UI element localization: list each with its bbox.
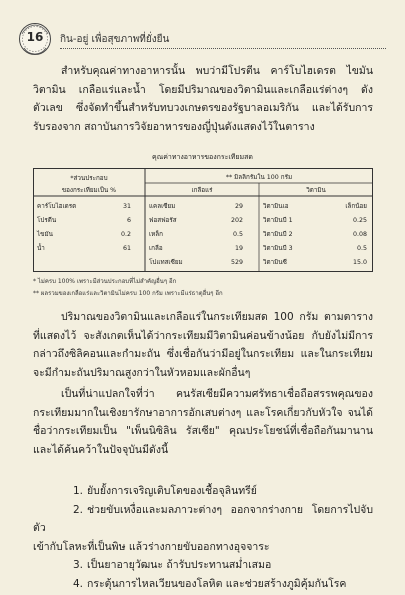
cell-vitamin: วิตามินบี 2 (263, 231, 293, 238)
page-header (18, 22, 388, 56)
cell-composition-value: 61 (122, 245, 131, 252)
cell-composition: โปรตีน (37, 217, 57, 224)
list-item (33, 556, 373, 575)
cell-composition: น้ำ (37, 245, 45, 252)
table-title: คุณค่าทางอาหารของกระเทียมสด (152, 153, 253, 161)
list-item-text: เข้ากับโลหะที่เป็นพิษ แล้วร่างกายขับออกทางอุจจาระ (33, 540, 270, 553)
cell-composition-value: 31 (122, 203, 131, 210)
paragraph-analysis: ปริมาณของวิตามินและเกลือแร่ในกระเทียมสด 100 กรัม ตามตาราง ที่แสดงไว้ จะสังเกตเห็นได้ว่ากระเทียมมีวิตามินค่อนข้างน้อย กับยังไม่มีการ กล่าวถึงซิลิคอนและกำมะถัน ซึ่งเชื่อกันว่ามีอยู่ในกระเทียม และในกระเทียม จะมีกำมะถันปริมาณสูงกว่าในหัวหอมและผักอื่นๆ (33, 311, 373, 379)
running-title: กิน-อยู่ เพื่อสุขภาพที่ยั่งยืน (60, 34, 170, 45)
list-item-number: 4. (73, 577, 84, 590)
header-divider (60, 48, 386, 49)
cell-mineral: เกลือ (149, 245, 163, 252)
list-item-text: ยับยั้งการเจริญเติบโตของเชื้อจุลินทรีย์ (87, 485, 257, 497)
cell-vitamin: วิตามินซี (263, 259, 287, 266)
cell-vitamin-value: 15.0 (352, 259, 367, 266)
list-item-number: 2. (73, 503, 84, 516)
list-item (33, 575, 373, 594)
list-item-number: 1. (73, 485, 84, 497)
list-item-text: เป็นยาอายุวัฒนะ ถ้ารับประทานสม่ำเสมอ (87, 559, 272, 572)
cell-composition: คาร์โบไฮเดรต (37, 203, 77, 210)
cell-mineral-value: 29 (234, 203, 243, 210)
list-item-continuation (33, 538, 373, 557)
cell-vitamin-value: 0.25 (352, 217, 367, 224)
cell-vitamin: วิตามินเอ (263, 203, 289, 210)
list-item-number: 3. (73, 559, 84, 572)
cell-mineral-value: 529 (230, 259, 243, 266)
sub-header-minerals: เกลือแร่ (191, 187, 213, 194)
page-number-badge (18, 22, 52, 56)
list-item-text: ช่วยขับเหงื่อและมลภาวะต่างๆ ออกจากร่างกาย โดยการไปจับตัว (33, 503, 373, 535)
list-item-text: กระตุ้นการไหลเวียนของโลหิต และช่วยสร้างภูมิคุ้มกันโรค (87, 577, 347, 590)
page-number: 16 (26, 30, 44, 44)
cell-composition-value: 6 (126, 217, 131, 224)
list-item (33, 501, 373, 538)
cell-mineral: ฟอสฟอรัส (149, 217, 177, 224)
table-border (34, 169, 373, 272)
cell-mineral: โปแทสเซียม (149, 259, 183, 266)
col2-header: ** มิลลิกรัมใน 100 กรัม (225, 174, 293, 181)
cell-composition: ไขมัน (37, 231, 53, 238)
list-item (33, 482, 373, 501)
col1-header-line1: *ส่วนประกอบ (70, 175, 108, 182)
table-footnote: * ไม่ครบ 100% เพราะมีส่วนประกอบที่ไม่สำคัญอื่นๆ อีก (33, 278, 177, 285)
cell-mineral-value: 0.5 (232, 231, 243, 238)
nutrition-table (33, 168, 373, 272)
paragraph-russian-belief: เป็นที่น่าแปลกใจที่ว่า คนรัสเซียมีความศรัทธาเชื่อถือสรรพคุณของ กระเทียมมากในเชิงยารักษาอาการอักเสบต่างๆ และโรคเกี่ยวกับหัวใจ จนได้ ชื่อว่ากระเทียมเป็น "เพ็นนิซิลิน รัสเซีย" คุณประโยชน์ที่เชื่อถือกันมานาน และได้ค้นคว้าในปัจจุบันมีดังนี้ (33, 388, 373, 456)
sub-header-vitamins: วิตามิน (306, 187, 326, 194)
paragraph-intro: สำหรับคุณค่าทางอาหารนั้น พบว่ามีโปรตีน คาร์โบไฮเดรต ไขมัน วิตามิน เกลือแร่และน้ำ โดยมีปริมาณของวิตามินและเกลือแร่ต่างๆ ดังตัวเลข ซึ่งจัดทำขึ้นสำหรับทบวงเกษตรของรัฐบาลอเมริกัน และได้รับการรับรองจาก สถาบันการวิจัยอาหารของญี่ปุ่นดังแสดงไว้ในตาราง (33, 65, 373, 133)
cell-vitamin-value: 0.5 (356, 245, 367, 252)
cell-vitamin-value: 0.08 (352, 231, 367, 238)
cell-mineral: เหล็ก (149, 231, 163, 238)
cell-mineral-value: 202 (230, 217, 243, 224)
cell-mineral: แคลเซียม (149, 203, 176, 210)
cell-vitamin: วิตามินบี 3 (263, 245, 293, 252)
cell-vitamin-value: เล็กน้อย (345, 203, 367, 210)
col1-header-line2: ของกระเทียมเป็น % (61, 187, 117, 194)
cell-composition-value: 0.2 (120, 231, 131, 238)
table-footnote: ** ผลรวมของเกลือแร่และวิตามินไม่ครบ 100 กรัม เพราะมีแร่ธาตุอื่นๆ อีก (33, 290, 223, 297)
cell-mineral-value: 19 (234, 245, 243, 252)
benefits-list (33, 482, 373, 594)
cell-vitamin: วิตามินบี 1 (263, 217, 293, 224)
